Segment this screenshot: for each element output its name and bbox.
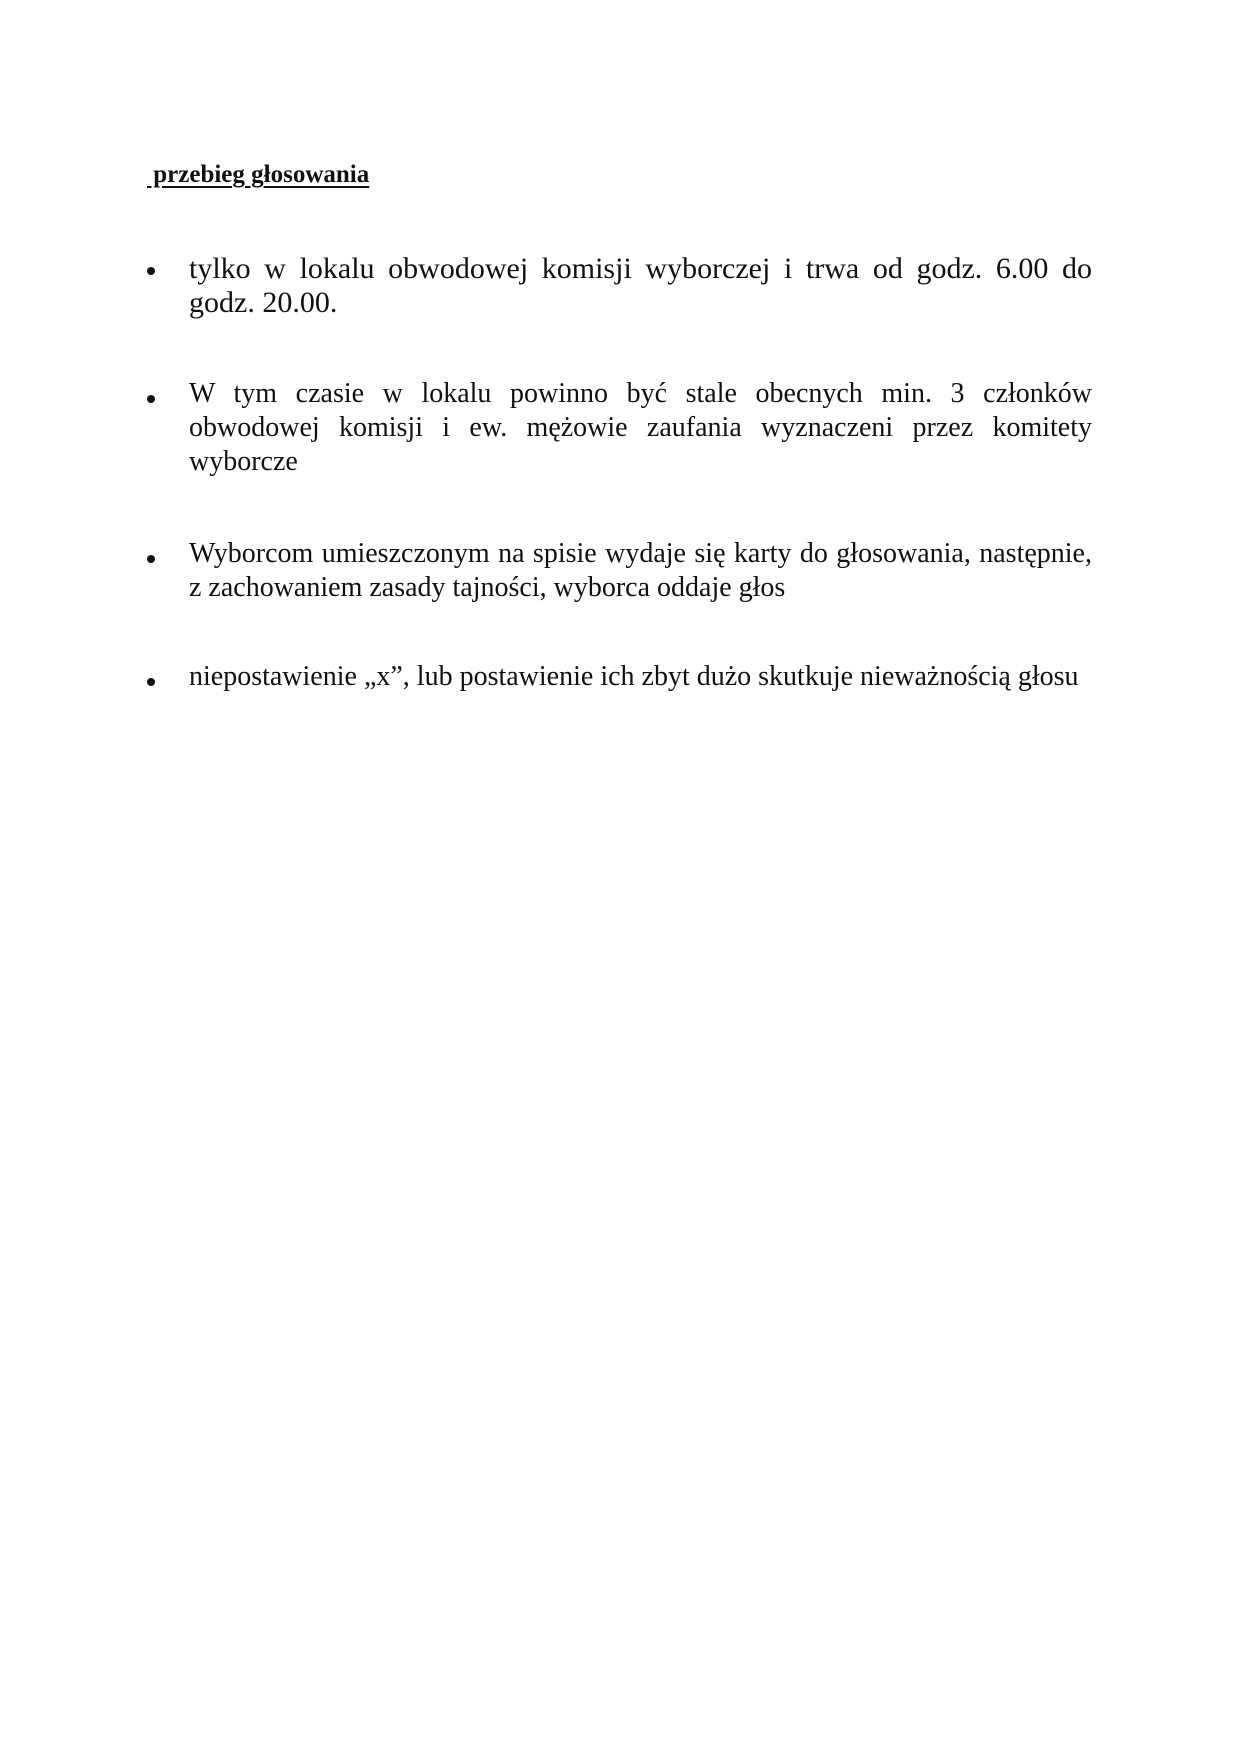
bullet-icon [147,395,155,403]
section-heading: przebieg głosowania [147,161,370,188]
bullet-icon [147,678,155,686]
list-item-text: niepostawienie „x”, lub postawienie ich zbyt dużo skutkuje nieważnością głosu [189,661,1079,692]
list-item-text: Wyborcom umieszczonym na spisie wydaje się karty do głosowania, następnie, z zachowaniem zasady tajności, wyborca oddaje głos [189,538,1092,603]
list-item-text: W tym czasie w lokalu powinno być stale obecnych min. 3 członków obwodowej komisji i ew. mężowie zaufania wyznaczeni przez komitety wyborcze [189,378,1092,477]
list-item-text: tylko w lokalu obwodowej komisji wyborczej i trwa od godz. 6.00 do godz. 20.00. [189,252,1092,319]
bullet-icon [147,267,155,275]
bullet-icon [147,555,155,563]
